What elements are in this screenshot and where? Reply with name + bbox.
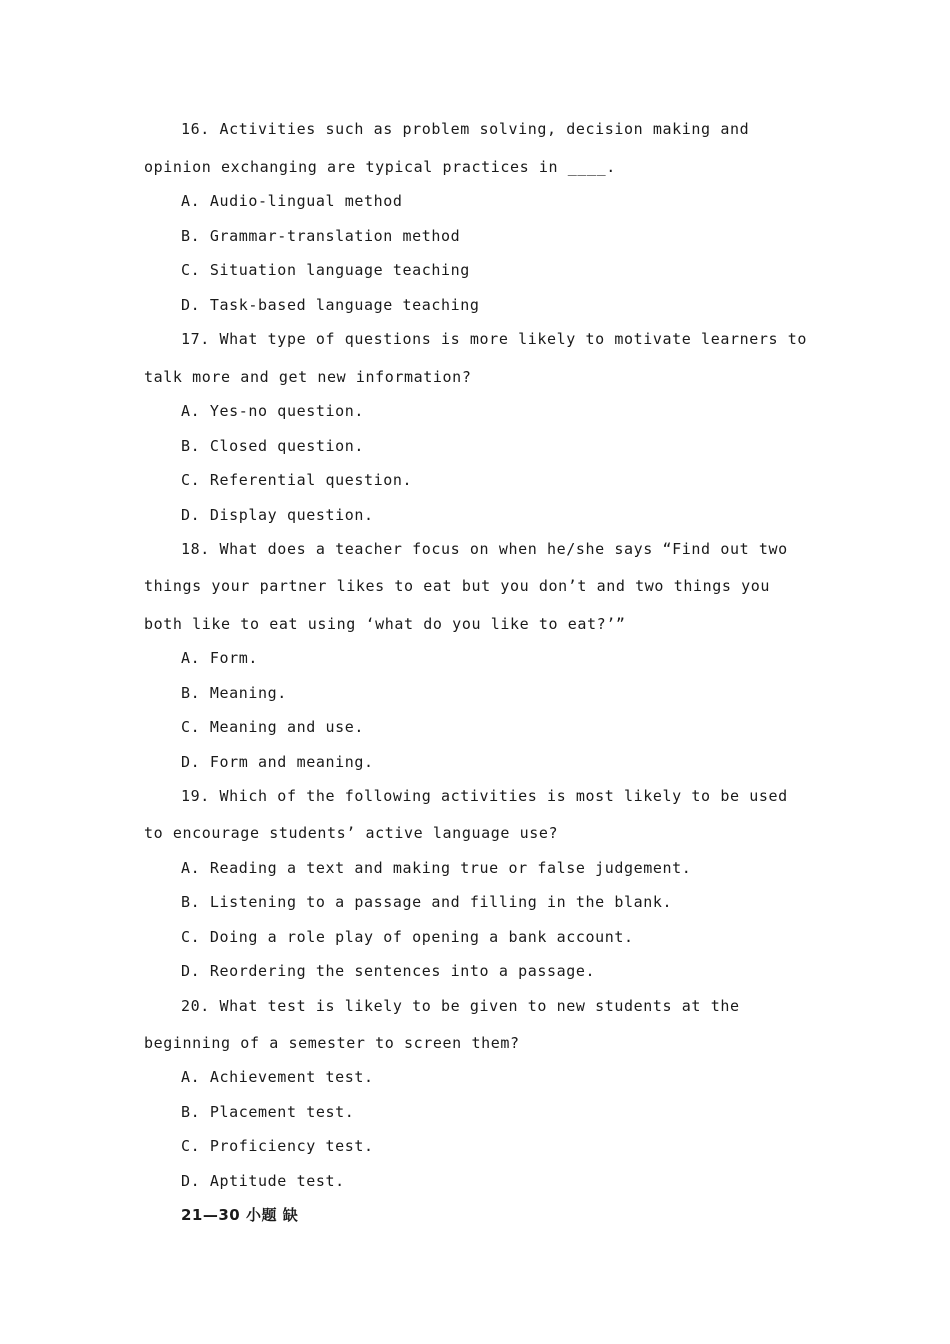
- question-17-option-b: B. Closed question.: [181, 437, 364, 455]
- question-19-option-c: C. Doing a role play of opening a bank account.: [181, 928, 634, 946]
- question-20-option-b: B. Placement test.: [181, 1103, 355, 1121]
- question-20-option-a: A. Achievement test.: [181, 1068, 374, 1086]
- question-16-line-2: opinion exchanging are typical practices in ____.: [144, 158, 616, 176]
- question-17-option-a: A. Yes-no question.: [181, 402, 364, 420]
- question-18-option-a: A. Form.: [181, 649, 259, 667]
- question-16-option-d: D. Task-based language teaching: [181, 296, 480, 314]
- question-17-option-c: C. Referential question.: [181, 471, 413, 489]
- question-19-line-1: 19. Which of the following activities is most likely to be used: [181, 787, 788, 805]
- question-16-option-b: B. Grammar-translation method: [181, 227, 461, 245]
- question-20-option-c: C. Proficiency test.: [181, 1137, 374, 1155]
- question-18-option-c: C. Meaning and use.: [181, 718, 364, 736]
- question-20-line-1: 20. What test is likely to be given to new students at the: [181, 997, 740, 1015]
- question-18-line-1: 18. What does a teacher focus on when he/she says “Find out two: [181, 540, 788, 558]
- question-17-line-1: 17. What type of questions is more likely to motivate learners to: [181, 330, 807, 348]
- question-17-line-2: talk more and get new information?: [144, 368, 472, 386]
- question-19-option-b: B. Listening to a passage and filling in the blank.: [181, 893, 673, 911]
- question-16-line-1: 16. Activities such as problem solving, decision making and: [181, 120, 750, 138]
- question-17-option-d: D. Display question.: [181, 506, 374, 524]
- question-18-option-d: D. Form and meaning.: [181, 753, 374, 771]
- question-16-option-c: C. Situation language teaching: [181, 261, 470, 279]
- question-19-line-2: to encourage students’ active language use?: [144, 824, 559, 842]
- question-19-option-d: D. Reordering the sentences into a passage.: [181, 962, 596, 980]
- question-18-option-b: B. Meaning.: [181, 684, 287, 702]
- question-19-option-a: A. Reading a text and making true or false judgement.: [181, 859, 692, 877]
- question-18-line-3: both like to eat using ‘what do you like to eat?’”: [144, 615, 626, 633]
- question-16-option-a: A. Audio-lingual method: [181, 192, 403, 210]
- missing-questions-note: 21—30 小题 缺: [181, 1206, 299, 1224]
- question-20-line-2: beginning of a semester to screen them?: [144, 1034, 520, 1052]
- question-18-line-2: things your partner likes to eat but you don’t and two things you: [144, 577, 770, 595]
- question-20-option-d: D. Aptitude test.: [181, 1172, 345, 1190]
